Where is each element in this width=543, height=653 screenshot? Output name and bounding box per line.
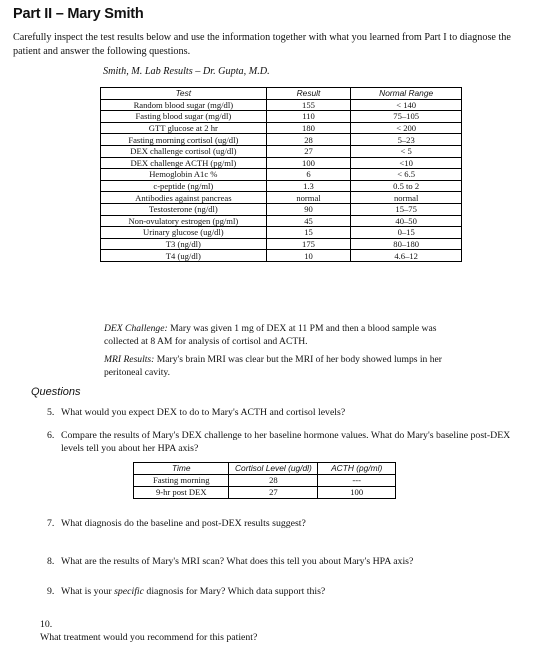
question-text: What would you expect DEX to do to Mary's ACTH and cortisol levels? <box>61 407 346 418</box>
table-row <box>101 145 462 157</box>
test-name-cell: Fasting blood sugar (mg/dl) <box>101 111 267 123</box>
time-cell: Fasting morning <box>134 475 229 487</box>
question-text: What treatment would you recommend for this patient? <box>40 632 258 643</box>
result-cell: 28 <box>266 134 351 146</box>
result-cell: 110 <box>266 111 351 123</box>
mri-results-note <box>104 353 464 379</box>
comparison-header-row <box>134 463 396 475</box>
question-text <box>61 585 511 598</box>
test-name-cell: DEX challenge cortisol (ug/dl) <box>101 145 267 157</box>
mri-results-label: MRI Results: <box>104 354 155 365</box>
test-name-cell: Testosterone (ng/dl) <box>101 203 267 215</box>
normal-range-cell: 0–15 <box>351 227 462 239</box>
header-test: Test <box>101 88 267 100</box>
header-result: Result <box>266 88 351 100</box>
time-cell: 9-hr post DEX <box>134 487 229 499</box>
table-row <box>101 180 462 192</box>
page-title: Part II – Mary Smith <box>13 6 144 22</box>
question-number: 10. <box>40 619 53 630</box>
question-number: 5. <box>47 407 55 418</box>
questions-heading: Questions <box>31 386 81 398</box>
test-name-cell: DEX challenge ACTH (pg/ml) <box>101 157 267 169</box>
normal-range-cell: normal <box>351 192 462 204</box>
question-text: What are the results of Mary's MRI scan? What does this tell you about Mary's HPA axis? <box>61 556 414 567</box>
dex-challenge-note <box>104 322 464 348</box>
result-cell: 10 <box>266 250 351 262</box>
normal-range-cell: 5–23 <box>351 134 462 146</box>
result-cell: normal <box>266 192 351 204</box>
acth-cell: 100 <box>318 487 396 499</box>
intro-paragraph: Carefully inspect the test results below and use the information together with what you learned from Part I to diagnose the patient and answer the following questions. <box>13 32 511 57</box>
result-cell: 155 <box>266 99 351 111</box>
table-row <box>101 134 462 146</box>
cortisol-cell: 27 <box>229 487 318 499</box>
question-text: Compare the results of Mary's DEX challenge to her baseline hormone values. What do Mary's baseline post-DEX levels tell you about her HPA axis? <box>61 430 511 454</box>
table-row <box>101 157 462 169</box>
test-name-cell: T3 (ng/dl) <box>101 238 267 250</box>
test-name-cell: Hemoglobin A1c % <box>101 169 267 181</box>
table-row <box>101 250 462 262</box>
test-name-cell: Fasting morning cortisol (ug/dl) <box>101 134 267 146</box>
test-name-cell: GTT glucose at 2 hr <box>101 122 267 134</box>
table-row <box>101 203 462 215</box>
normal-range-cell: 40–50 <box>351 215 462 227</box>
lab-table-header-row <box>101 88 462 100</box>
normal-range-cell: 0.5 to 2 <box>351 180 462 192</box>
mri-results-text: Mary's brain MRI was clear but the MRI of her body showed lumps in her peritoneal cavity. <box>104 354 442 378</box>
question-text-emphasis: specific <box>114 586 144 597</box>
normal-range-cell: < 6.5 <box>351 169 462 181</box>
header-time: Time <box>134 463 229 475</box>
question-number: 8. <box>47 556 55 567</box>
result-cell: 90 <box>266 203 351 215</box>
question-text-pre: What is your <box>61 586 115 597</box>
table-row <box>101 111 462 123</box>
test-name-cell: Antibodies against pancreas <box>101 192 267 204</box>
dex-challenge-text: Mary was given 1 mg of DEX at 11 PM and then a blood sample was collected at 8 AM for analysis of cortisol and ACTH. <box>104 323 437 347</box>
table-row <box>101 227 462 239</box>
result-cell: 175 <box>266 238 351 250</box>
question-8 <box>47 555 517 568</box>
test-name-cell: Non-ovulatory estrogen (pg/ml) <box>101 215 267 227</box>
table-row <box>134 475 396 487</box>
result-cell: 6 <box>266 169 351 181</box>
result-cell: 100 <box>266 157 351 169</box>
question-text: What diagnosis do the baseline and post-DEX results suggest? <box>61 518 306 529</box>
normal-range-cell: < 140 <box>351 99 462 111</box>
question-9 <box>47 585 517 598</box>
table-row <box>101 169 462 181</box>
dex-challenge-label: DEX Challenge: <box>104 323 168 334</box>
cortisol-cell: 28 <box>229 475 318 487</box>
question-text-post: diagnosis for Mary? Which data support this? <box>143 586 326 597</box>
normal-range-cell: < 5 <box>351 145 462 157</box>
normal-range-cell: 75–105 <box>351 111 462 123</box>
normal-range-cell: < 200 <box>351 122 462 134</box>
result-cell: 1.3 <box>266 180 351 192</box>
result-cell: 45 <box>266 215 351 227</box>
header-normal-range: Normal Range <box>351 88 462 100</box>
question-number: 9. <box>47 586 55 597</box>
question-number: 7. <box>47 518 55 529</box>
normal-range-cell: 15–75 <box>351 203 462 215</box>
table-row <box>101 122 462 134</box>
table-row <box>101 192 462 204</box>
result-cell: 180 <box>266 122 351 134</box>
result-cell: 15 <box>266 227 351 239</box>
table-row <box>101 215 462 227</box>
lab-results-table <box>100 87 462 262</box>
test-name-cell: Urinary glucose (ug/dl) <box>101 227 267 239</box>
lab-results-heading: Smith, M. Lab Results – Dr. Gupta, M.D. <box>103 66 270 77</box>
dex-comparison-table <box>133 462 396 499</box>
question-10 <box>40 618 510 644</box>
acth-cell: --- <box>318 475 396 487</box>
question-7 <box>47 517 517 530</box>
test-name-cell: Random blood sugar (mg/dl) <box>101 99 267 111</box>
header-cortisol: Cortisol Level (ug/dl) <box>229 463 318 475</box>
test-name-cell: c-peptide (ng/ml) <box>101 180 267 192</box>
test-name-cell: T4 (ug/dl) <box>101 250 267 262</box>
table-row <box>101 99 462 111</box>
table-row <box>134 487 396 499</box>
normal-range-cell: <10 <box>351 157 462 169</box>
normal-range-cell: 80–180 <box>351 238 462 250</box>
question-number: 6. <box>47 430 55 441</box>
question-5 <box>47 406 517 419</box>
question-6 <box>47 429 517 455</box>
result-cell: 27 <box>266 145 351 157</box>
header-acth: ACTH (pg/ml) <box>318 463 396 475</box>
table-row <box>101 238 462 250</box>
normal-range-cell: 4.6–12 <box>351 250 462 262</box>
